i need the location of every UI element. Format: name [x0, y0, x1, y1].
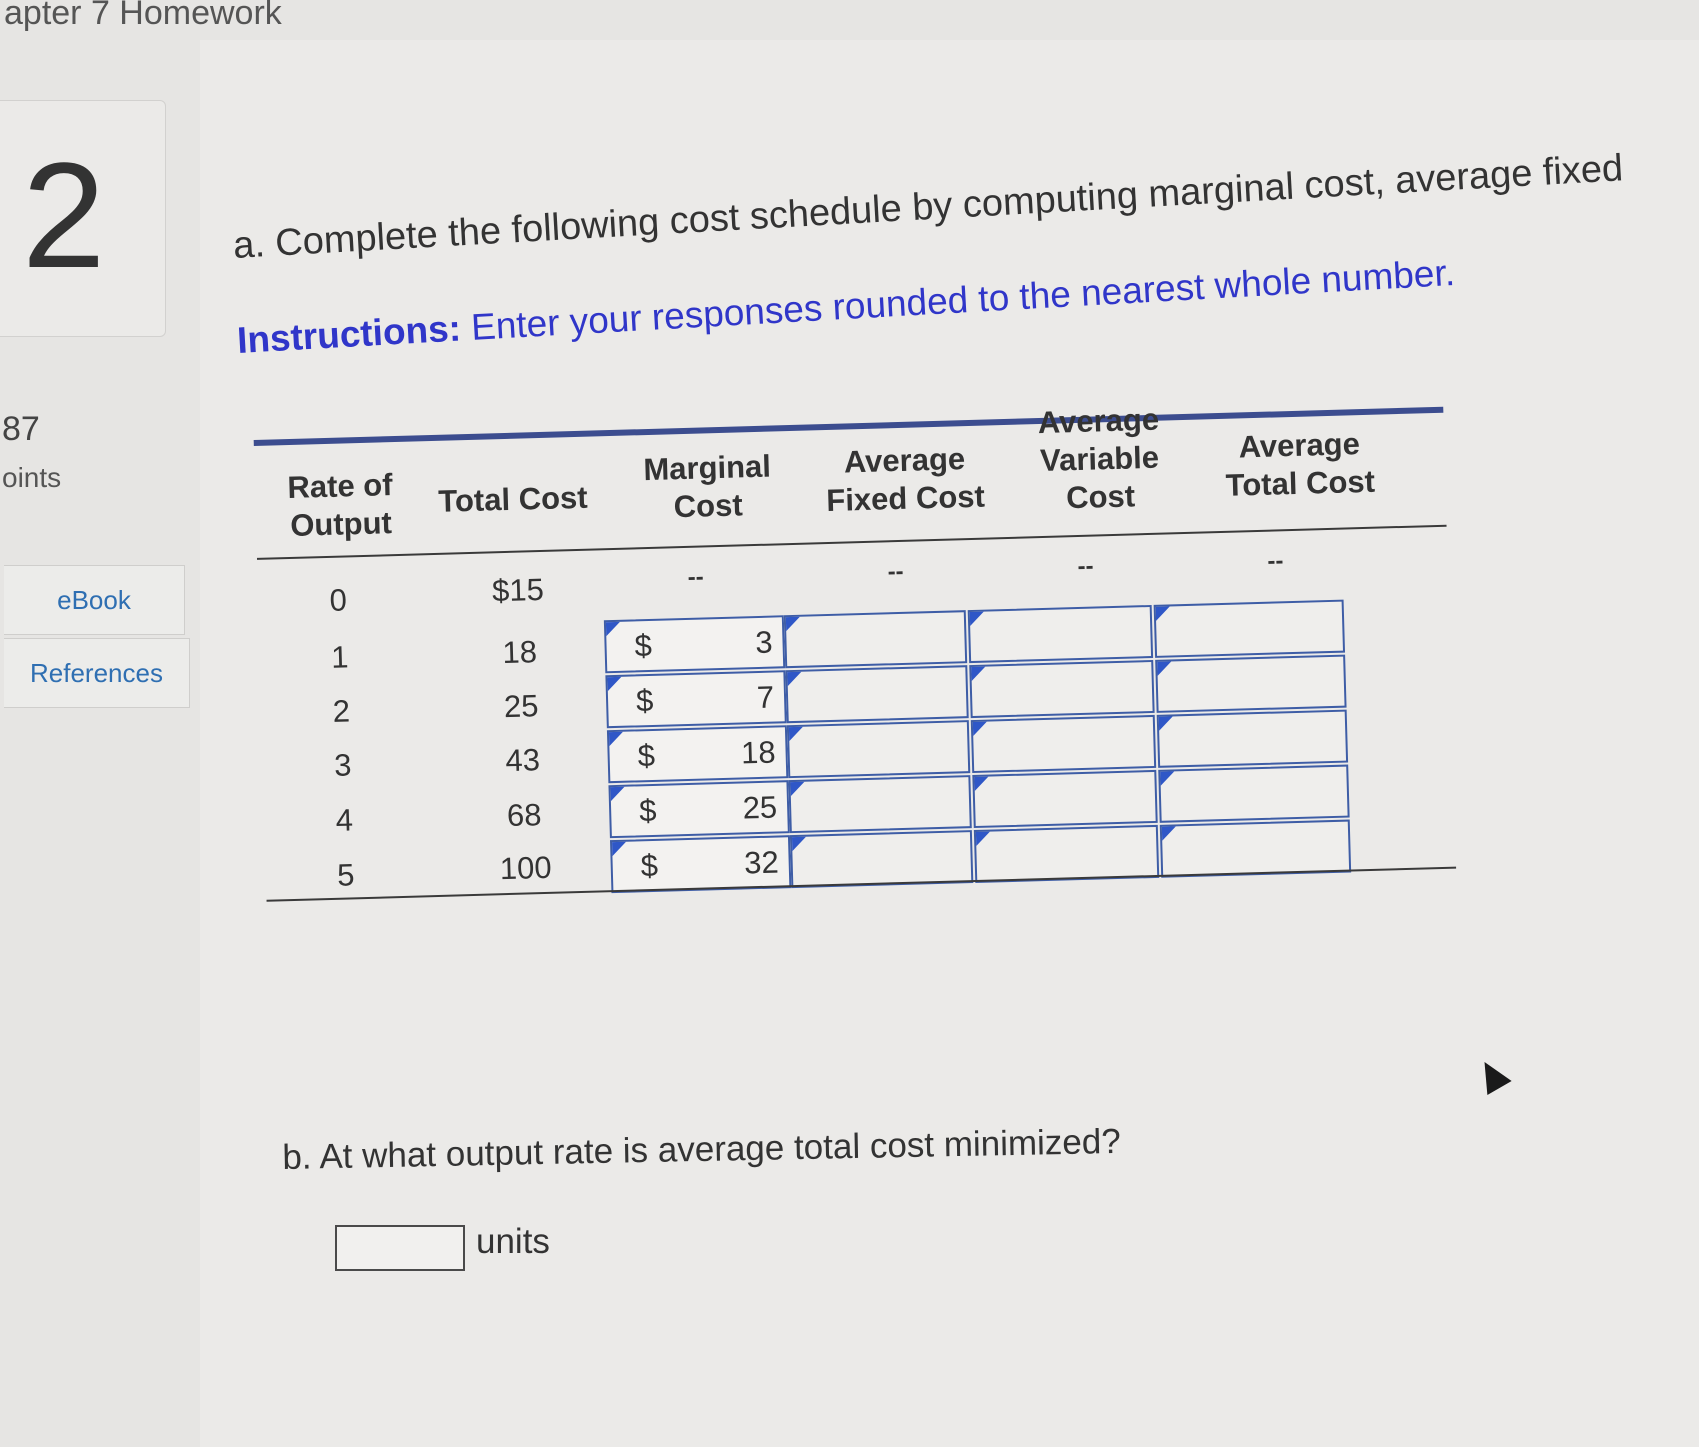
- part-a-prompt: a. Complete the following cost schedule by computing marginal cost, average fixed: [232, 147, 1625, 267]
- instructions-bold: Instructions:: [236, 307, 463, 361]
- field-flag-icon: [1156, 606, 1170, 620]
- header-line: Variable: [1039, 439, 1160, 479]
- average-fixed-cost-input[interactable]: [785, 665, 968, 723]
- part-b-prompt: b. At what output rate is average total cost minimized?: [282, 1121, 1122, 1177]
- header-line: Average: [1238, 426, 1361, 465]
- total-cost-cell: 100: [499, 849, 553, 887]
- average-total-cost-input[interactable]: [1160, 820, 1351, 878]
- header-rate-of-output: [255, 465, 427, 546]
- header-line: Output: [289, 505, 393, 543]
- average-variable-cost-input[interactable]: [969, 660, 1154, 718]
- field-flag-icon: [1159, 716, 1173, 730]
- references-button[interactable]: References: [4, 638, 190, 708]
- field-flag-icon: [790, 782, 804, 796]
- header-line: Cost: [1065, 478, 1136, 516]
- header-marginal-cost: [609, 447, 806, 528]
- currency-symbol: $: [640, 847, 659, 883]
- output-cell: 0: [329, 582, 348, 618]
- average-variable-cost-input[interactable]: [972, 770, 1157, 828]
- output-cell: 3: [333, 747, 352, 783]
- instructions-text: Enter your responses rounded to the nearest whole number.: [459, 251, 1456, 349]
- header-line: Total Cost: [1225, 463, 1376, 503]
- marginal-cost-field: [610, 835, 791, 893]
- average-variable-cost-input[interactable]: [971, 715, 1156, 773]
- field-flag-icon: [792, 837, 806, 851]
- units-label: units: [476, 1222, 550, 1261]
- field-flag-icon: [786, 617, 800, 631]
- header-total-cost: [425, 478, 601, 521]
- marginal-cost-dash: --: [687, 563, 705, 591]
- average-fixed-cost-input[interactable]: [784, 610, 967, 668]
- header-line: Cost: [673, 487, 744, 525]
- ebook-button[interactable]: eBook: [4, 565, 185, 635]
- header-line: Average: [1037, 401, 1160, 441]
- field-flag-icon: [970, 612, 984, 626]
- marginal-cost-field: [608, 780, 789, 838]
- points-label: oints: [2, 462, 62, 493]
- marginal-cost-field: [605, 670, 786, 728]
- currency-symbol: $: [638, 792, 657, 828]
- avc-dash: --: [1077, 552, 1094, 581]
- average-total-cost-input[interactable]: [1157, 710, 1348, 768]
- cost-schedule-table: [252, 347, 1457, 940]
- output-rate-input[interactable]: [335, 1225, 465, 1271]
- average-fixed-cost-input[interactable]: [790, 830, 973, 888]
- output-cell: 5: [336, 857, 355, 893]
- marginal-cost-field: [607, 725, 788, 783]
- header-line: Marginal: [642, 448, 772, 488]
- output-cell: 4: [335, 802, 354, 838]
- header-average-fixed-cost: [809, 439, 1001, 520]
- points-value: 87: [2, 410, 40, 448]
- marginal-cost-value: 18: [740, 734, 777, 770]
- atc-dash: --: [1267, 547, 1284, 575]
- field-flag-icon: [976, 832, 990, 846]
- output-cell: 2: [332, 693, 351, 729]
- total-cost-cell: 18: [501, 634, 538, 671]
- average-variable-cost-input[interactable]: [968, 605, 1153, 663]
- currency-symbol: $: [634, 627, 653, 663]
- marginal-cost-value: 25: [742, 789, 778, 825]
- field-flag-icon: [971, 667, 985, 681]
- field-flag-icon: [1160, 771, 1174, 785]
- breadcrumb: apter 7 Homework: [4, 0, 282, 32]
- field-flag-icon: [1162, 826, 1176, 840]
- marginal-cost-value: 3: [754, 624, 773, 660]
- field-flag-icon: [609, 732, 623, 746]
- field-flag-icon: [973, 722, 987, 736]
- marginal-cost-value: 32: [743, 843, 780, 880]
- marginal-cost-value: 7: [756, 679, 775, 715]
- currency-symbol: $: [637, 737, 656, 773]
- total-cost-cell: $15: [491, 571, 545, 609]
- output-cell: 1: [330, 639, 349, 675]
- field-flag-icon: [974, 777, 988, 791]
- average-total-cost-input[interactable]: [1158, 765, 1349, 823]
- marginal-cost-field: [604, 615, 785, 673]
- total-cost-cell: 68: [506, 797, 542, 834]
- average-fixed-cost-input[interactable]: [787, 720, 970, 778]
- header-line: Rate of: [286, 467, 393, 506]
- average-total-cost-input[interactable]: [1155, 655, 1346, 713]
- header-line: Fixed Cost: [825, 478, 986, 519]
- field-flag-icon: [787, 672, 801, 686]
- total-cost-cell: 25: [503, 688, 539, 725]
- currency-symbol: $: [635, 682, 654, 718]
- question-number: 2: [22, 131, 106, 299]
- average-total-cost-input[interactable]: [1154, 600, 1345, 658]
- field-flag-icon: [606, 622, 620, 636]
- header-average-total-cost: [1199, 424, 1401, 506]
- field-flag-icon: [1157, 661, 1171, 675]
- average-variable-cost-input[interactable]: [974, 825, 1159, 883]
- afc-dash: --: [887, 557, 904, 586]
- total-cost-cell: 43: [504, 742, 541, 779]
- header-line: Total Cost: [437, 479, 589, 519]
- header-line: Average: [843, 441, 966, 480]
- header-average-variable-cost: [1003, 400, 1196, 519]
- field-flag-icon: [612, 842, 626, 856]
- field-flag-icon: [611, 787, 625, 801]
- field-flag-icon: [789, 727, 803, 741]
- field-flag-icon: [607, 677, 621, 691]
- average-fixed-cost-input[interactable]: [788, 775, 971, 833]
